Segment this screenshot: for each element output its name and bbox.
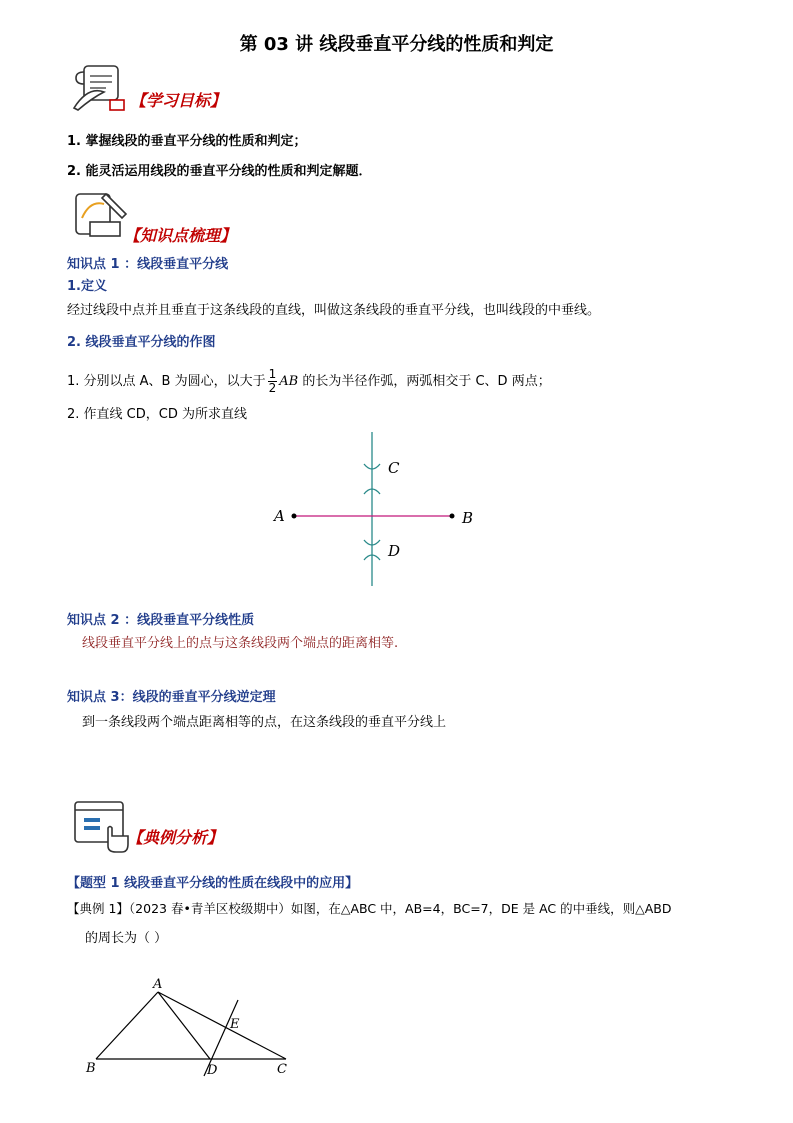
fraction-denominator: 2 [268,381,277,395]
triangle-abc-figure [80,972,300,1082]
typical-examples-label: 【典例分析】 [127,828,224,847]
fraction-one-half [268,368,278,395]
kp1-definition-text: 经过线段中点并且垂直于这条线段的直线，叫做这条线段的垂直平分线，也叫线段的中垂线。 [67,303,601,318]
kp1-construction-heading: 2. 线段垂直平分线的作图 [67,335,216,350]
kp3-text: 到一条线段两个端点距离相等的点，在这条线段的垂直平分线上 [82,715,447,730]
tri-label-d: D [207,1063,218,1078]
kp2-title: 知识点 2 ：线段垂直平分线性质 [67,613,255,628]
goal-2: 2. 能灵活运用线段的垂直平分线的性质和判定解题． [67,164,372,179]
kp1-title: 知识点 1 ：线段垂直平分线 [67,257,229,272]
step1-text-before: 1. 分别以点 A、B 为圆心，以大于 [67,374,266,389]
label-d: D [388,542,401,560]
question-type-title: 【题型 1 线段垂直平分线的性质在线段中的应用】 [67,876,359,891]
point-a [292,514,297,519]
label-a: A [274,507,285,525]
point-b [450,514,455,519]
notebook-pencil-icon [70,188,130,242]
fraction-numerator: 1 [268,367,277,381]
kp3-title: 知识点 3：线段的垂直平分线逆定理 [67,690,276,705]
side-ac [158,992,286,1059]
construction-step-1 [67,362,551,402]
knowledge-points-label: 【知识点梳理】 [124,226,237,245]
example-1-text: 【典例 1】（2023 春•青羊区校级期中）如图，在△ABC 中，AB=4，BC=7，DE 是 AC 的中垂线，则△ABD [67,901,672,916]
label-c: C [388,459,400,477]
example-1-answer-blank: 的周长为（ ） [85,931,168,946]
step1-text-after: 的长为半径作弧，两弧相交于 C、D 两点； [298,374,551,389]
label-b: B [462,509,474,527]
tri-label-a: A [153,977,163,992]
tri-label-b: B [86,1061,96,1076]
scroll-quill-icon [70,62,130,114]
side-ab [96,992,158,1059]
screen-hand-icon [72,798,130,854]
page-title: 第 03 讲 线段垂直平分线的性质和判定 [239,34,554,55]
construction-step-2: 2. 作直线 CD，CD 为所求直线 [67,407,247,422]
segment-ad [158,992,210,1059]
kp1-definition-heading: 1.定义 [67,279,107,294]
learning-goals-label: 【学习目标】 [130,91,227,110]
goal-1: 1. 掌握线段的垂直平分线的性质和判定； [67,134,307,149]
perpendicular-bisector-figure [260,428,490,590]
tri-label-c: C [277,1062,287,1077]
tri-label-e: E [230,1017,240,1032]
kp2-text: 线段垂直平分线上的点与这条线段两个端点的距离相等. [82,636,399,651]
segment-ab-text: AB [279,374,299,389]
